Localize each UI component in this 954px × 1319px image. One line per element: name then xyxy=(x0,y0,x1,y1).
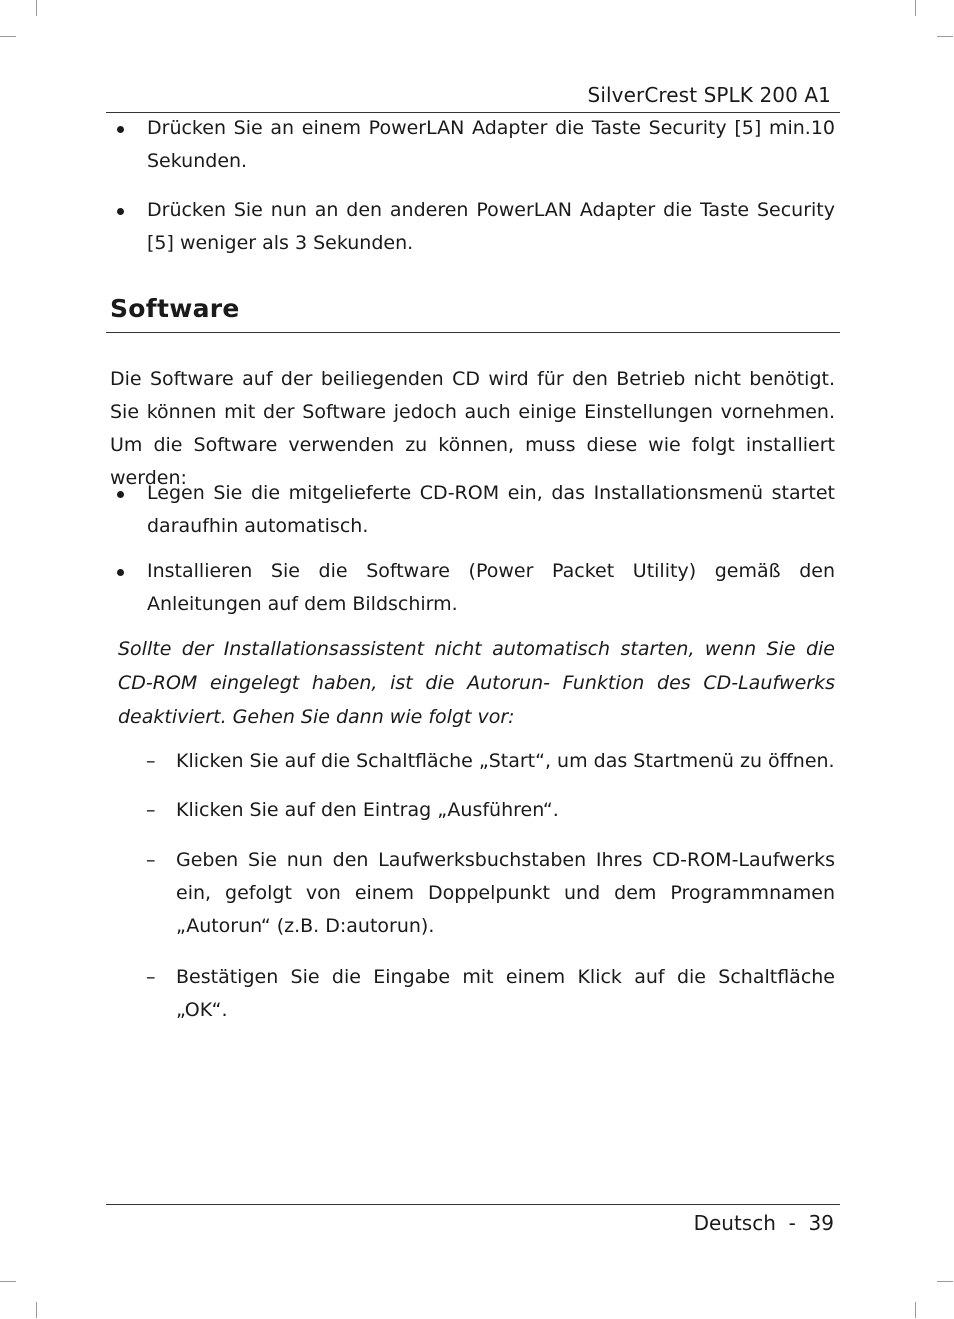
crop-mark-bottom-left xyxy=(36,1302,37,1318)
dash-marker: – xyxy=(146,799,156,821)
crop-mark-top-right xyxy=(915,0,916,16)
crop-mark-left-bottom xyxy=(0,1281,16,1282)
list-item xyxy=(110,112,835,178)
dash-marker: – xyxy=(146,966,156,988)
step-item xyxy=(146,961,835,1027)
list-item-text: Legen Sie die mitgelieferte CD-ROM ein, das Installationsmenü startet daraufhin automatisch. xyxy=(147,482,835,537)
list-item xyxy=(110,194,835,260)
note-paragraph: Sollte der Installationsassistent nicht automatisch starten, wenn Sie die CD-ROM eingelegt haben, ist die Autorun- Funktion des CD-Laufwerks deaktiviert. Gehen Sie dann wie folgt vor: xyxy=(118,638,835,728)
crop-mark-right-top xyxy=(937,36,953,37)
section-heading: Software xyxy=(110,294,240,323)
bullet-icon xyxy=(117,491,124,498)
step-text: Klicken Sie auf die Schaltfläche „Start“, um das Startmenü zu öffnen. xyxy=(176,750,835,772)
crop-mark-top-left xyxy=(36,0,37,16)
step-text: Klicken Sie auf den Eintrag „Ausführen“. xyxy=(176,799,559,821)
bullet-icon xyxy=(117,569,124,576)
bullet-icon xyxy=(117,126,124,133)
step-item xyxy=(146,844,835,943)
crop-mark-left-top xyxy=(0,36,16,37)
section-rule xyxy=(106,332,840,333)
list-item-text: Drücken Sie nun an den anderen PowerLAN Adapter die Taste Security [5] weniger als 3 Sekunden. xyxy=(147,199,835,254)
crop-mark-bottom-right xyxy=(915,1302,916,1318)
list-item xyxy=(110,477,835,543)
list-item xyxy=(110,555,835,621)
bullet-icon xyxy=(117,208,124,215)
dash-marker: – xyxy=(146,750,156,772)
step-text: Geben Sie nun den Laufwerksbuchstaben Ihres CD-ROM-Laufwerks ein, gefolgt von einem Doppelpunkt und dem Programmnamen „Autorun“ (z.B. D:autorun). xyxy=(176,849,835,937)
page-footer: Deutsch - 39 xyxy=(693,1211,834,1235)
step-item xyxy=(146,794,835,827)
list-item-text: Drücken Sie an einem PowerLAN Adapter die Taste Security [5] min.10 Sekunden. xyxy=(147,117,835,172)
footer-rule xyxy=(106,1204,840,1205)
list-item-text: Installieren Sie die Software (Power Packet Utility) gemäß den Anleitungen auf dem Bildschirm. xyxy=(147,560,835,615)
crop-mark-right-bottom xyxy=(937,1281,953,1282)
step-item xyxy=(146,745,835,778)
dash-marker: – xyxy=(146,849,156,871)
step-text: Bestätigen Sie die Eingabe mit einem Klick auf die Schaltfläche „OK“. xyxy=(176,966,835,1021)
page-header-title: SilverCrest SPLK 200 A1 xyxy=(587,83,831,107)
section-paragraph: Die Software auf der beiliegenden CD wird für den Betrieb nicht benötigt. Sie können mit der Software jedoch auch einige Einstellungen vornehmen. Um die Software verwenden zu können, muss diese wie folgt installiert werden: xyxy=(110,368,835,489)
